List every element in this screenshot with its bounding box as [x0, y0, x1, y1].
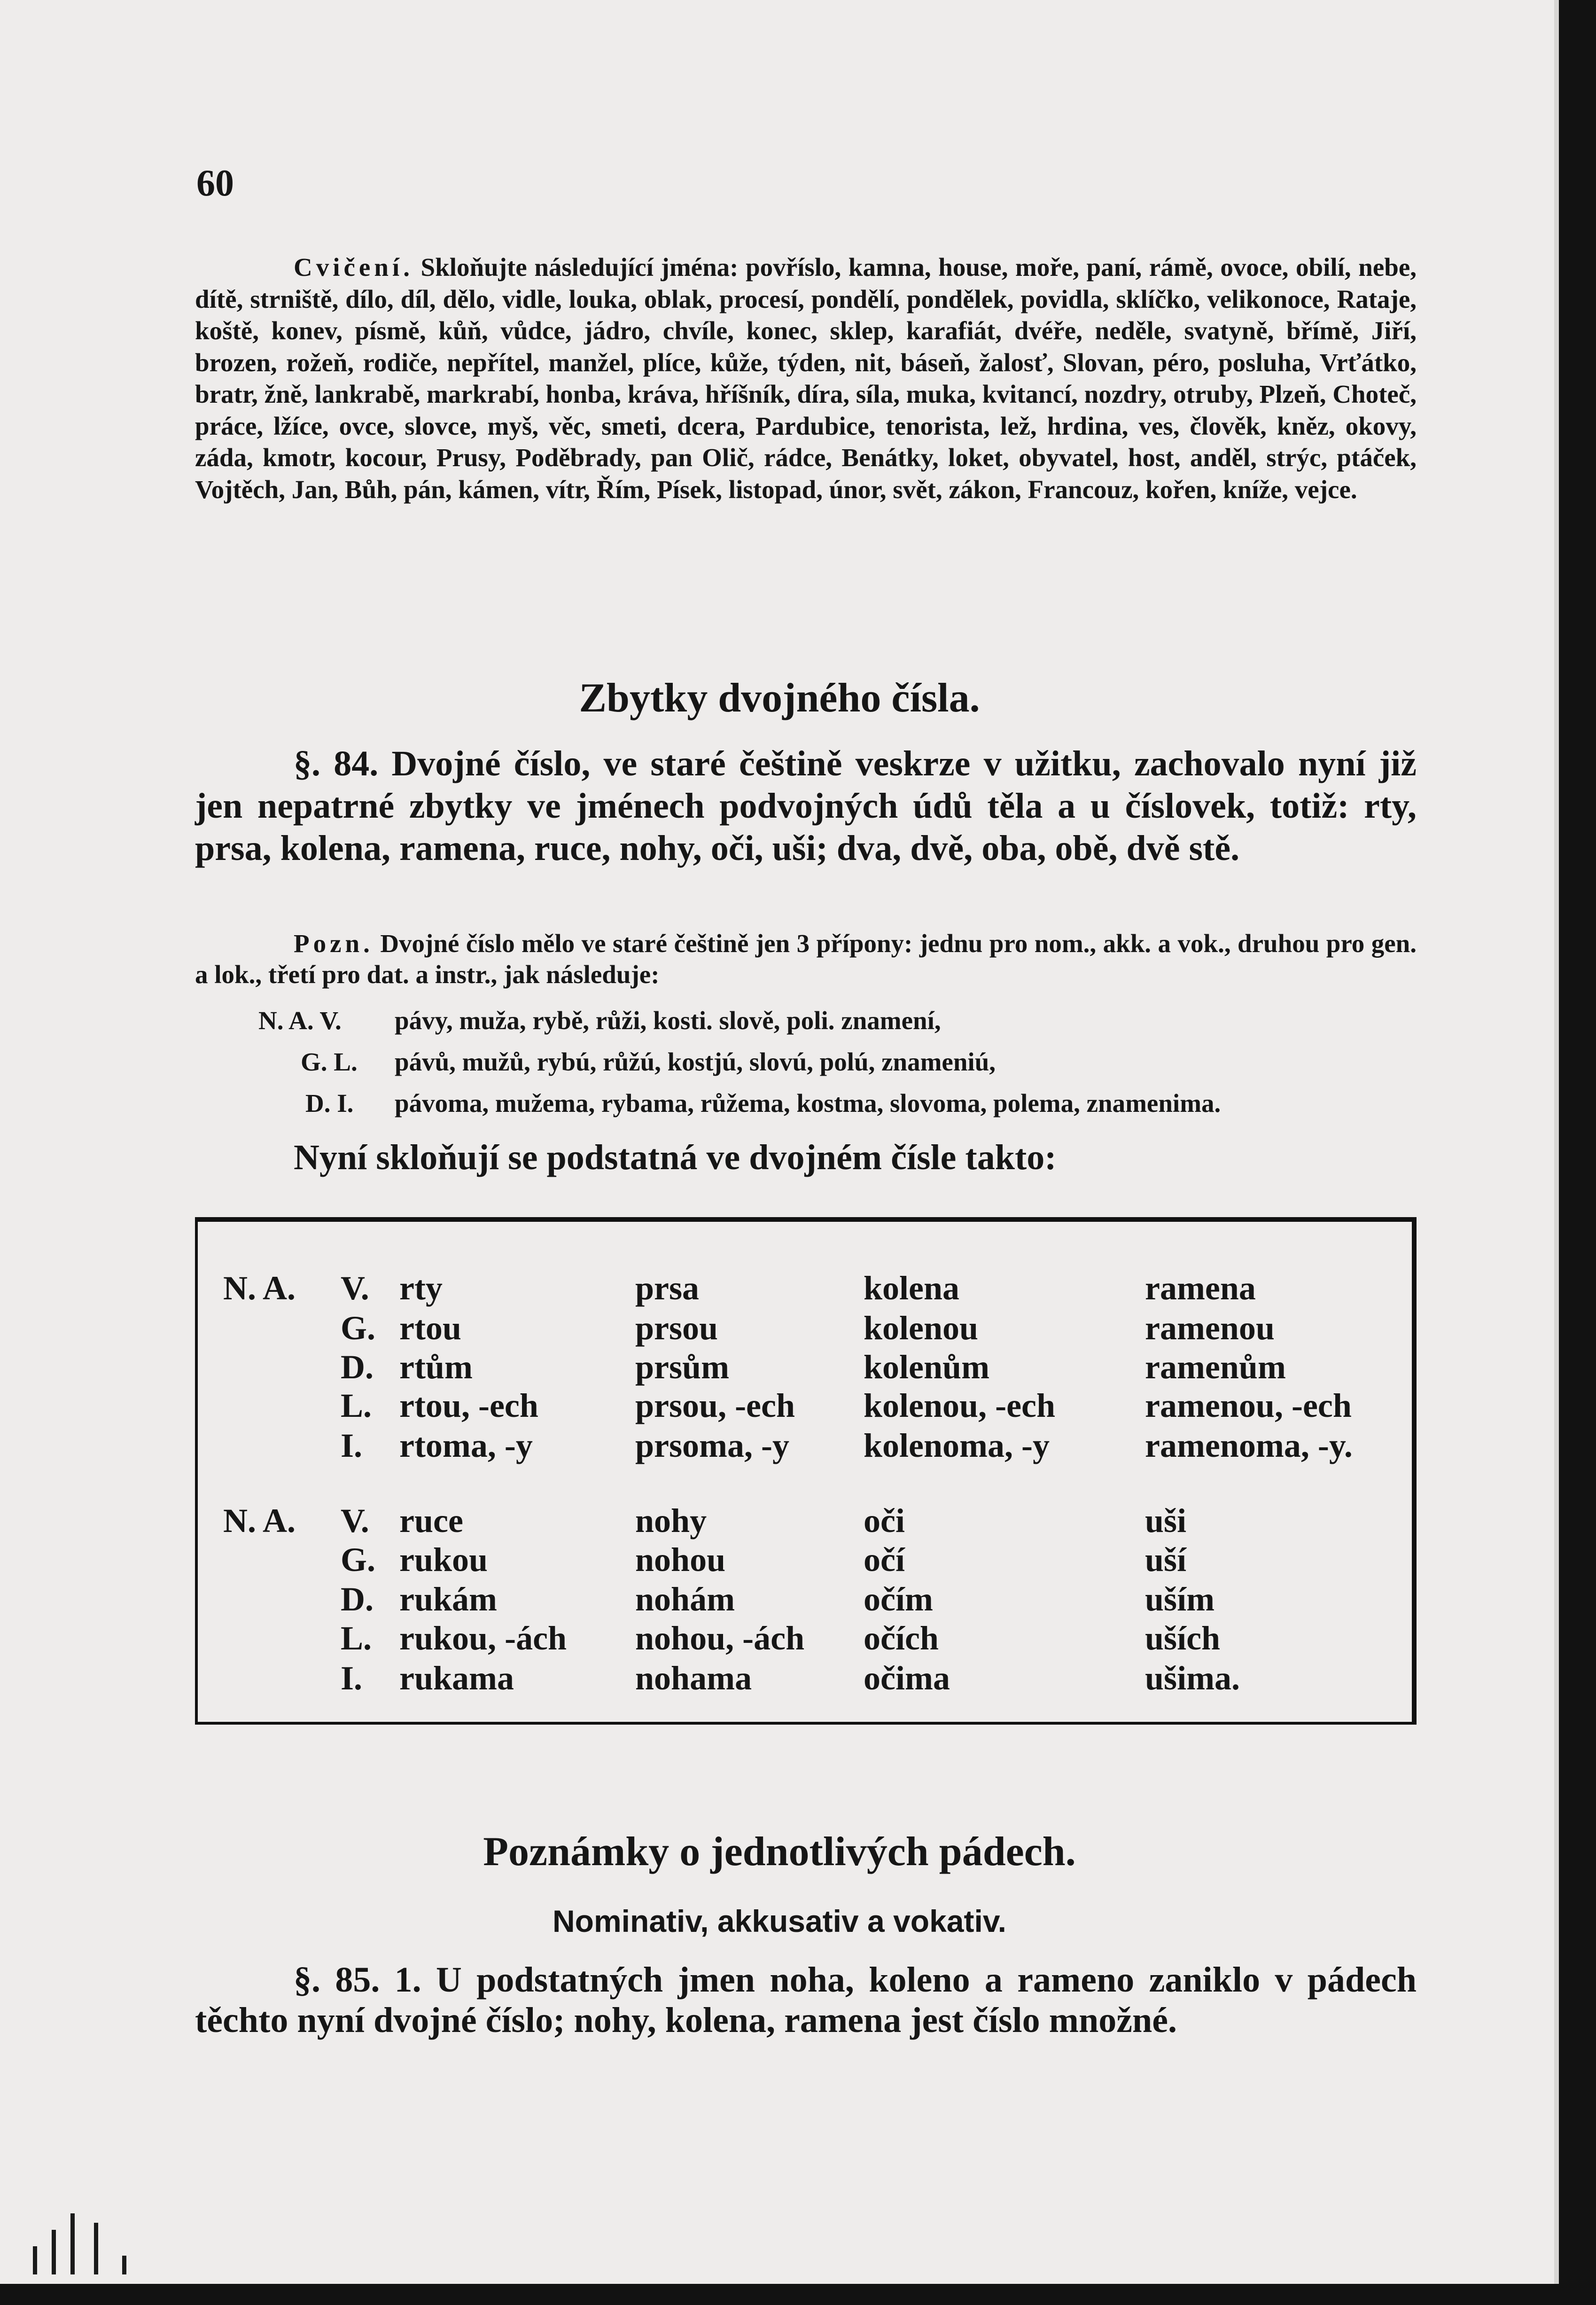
- table-case: G.: [341, 1309, 376, 1347]
- table-cell: nohám: [635, 1580, 735, 1618]
- paragraph-84: §. 84. Dvojné číslo, ve staré češtině veskrze v užitku, zachovalo nyní již jen nepatrné zbytky ve jménech podvojných údů těla a u číslovek, totiž: rty, prsa, kolena, ramena, ruce, nohy, oči, uši; dva, dvě, oba, obě, dvě stě.: [195, 744, 1417, 868]
- table-intro: Nyní skloňují se podstatná ve dvojném čísle takto:: [294, 1138, 1057, 1177]
- dual-forms-text: pávoma, mužema, rybama, růžema, kostma, slovoma, polema, znamenima.: [395, 1089, 1221, 1117]
- table-cell: očima: [864, 1659, 950, 1697]
- binding-marks: [23, 2209, 164, 2274]
- dual-forms-label: G. L.: [301, 1047, 358, 1076]
- table-cell: rukou: [399, 1541, 488, 1578]
- table-case: V.: [341, 1269, 369, 1307]
- table-cell: rukama: [399, 1659, 514, 1697]
- table-cell: prsou: [635, 1309, 718, 1347]
- table-case: L.: [341, 1619, 372, 1657]
- table-cell: rukou, -ách: [399, 1619, 567, 1657]
- table-prefix: N. A.: [223, 1502, 296, 1539]
- table-cell: ramenům: [1145, 1348, 1286, 1386]
- dual-forms-label: D. I.: [305, 1089, 354, 1117]
- table-case: D.: [341, 1580, 374, 1618]
- table-cell: prsoma, -y: [635, 1427, 789, 1464]
- table-case: I.: [341, 1427, 363, 1464]
- table-cell: kolenou, -ech: [864, 1387, 1056, 1424]
- note-lead: Pozn.: [294, 929, 374, 958]
- table-cell: ramenoma, -y.: [1145, 1427, 1353, 1464]
- section-heading-dual: Zbytky dvojného čísla.: [579, 675, 980, 721]
- section-heading-cases: Poznámky o jednotlivých pádech.: [483, 1829, 1076, 1875]
- table-case: L.: [341, 1387, 372, 1424]
- table-cell: uších: [1145, 1619, 1221, 1657]
- table-cell: kolena: [864, 1269, 960, 1307]
- table-case: V.: [341, 1502, 369, 1539]
- table-cell: rty: [399, 1269, 443, 1307]
- table-cell: rtou, -ech: [399, 1387, 538, 1424]
- exercise-paragraph: [195, 251, 1417, 505]
- table-case: I.: [341, 1659, 363, 1697]
- table-cell: uším: [1145, 1580, 1215, 1618]
- table-cell: kolenoma, -y: [864, 1427, 1050, 1464]
- table-cell: nohy: [635, 1502, 707, 1539]
- dual-forms-text: pávy, muža, rybě, růži, kosti. slově, poli. znamení,: [395, 1006, 941, 1035]
- table-cell: ruce: [399, 1502, 463, 1539]
- table-cell: prsům: [635, 1348, 730, 1386]
- table-cell: prsa: [635, 1269, 700, 1307]
- table-prefix: N. A.: [223, 1269, 296, 1307]
- table-cell: kolenou: [864, 1309, 979, 1347]
- table-cell: ušima.: [1145, 1659, 1240, 1697]
- note-text: Dvojné číslo mělo ve staré češtině jen 3 přípony: jednu pro nom., akk. a vok., druhou pro gen. a lok., třetí pro dat. a instr., jak následuje:: [195, 929, 1417, 989]
- table-cell: nohou: [635, 1541, 726, 1578]
- table-cell: kolenům: [864, 1348, 990, 1386]
- table-cell: rtoma, -y: [399, 1427, 533, 1464]
- table-cell: očím: [864, 1580, 933, 1618]
- dual-forms-label: N. A. V.: [258, 1006, 342, 1035]
- page-number: 60: [196, 163, 234, 204]
- table-cell: ramena: [1145, 1269, 1256, 1307]
- table-cell: nohama: [635, 1659, 752, 1697]
- table-cell: prsou, -ech: [635, 1387, 795, 1424]
- table-cell: ramenou, -ech: [1145, 1387, 1352, 1424]
- dual-forms-text: pávů, mužů, rybú, růžú, kostjú, slovú, polú, znameniú,: [395, 1047, 996, 1076]
- note-paragraph: [195, 928, 1417, 990]
- table-cell: uši: [1145, 1502, 1187, 1539]
- exercise-lead: Cvičení.: [294, 253, 413, 281]
- table-cell: očí: [864, 1541, 905, 1578]
- table-cell: očích: [864, 1619, 939, 1657]
- paragraph-85: §. 85. 1. U podstatných jmen noha, koleno a rameno zaniklo v pádech těchto nyní dvojné číslo; nohy, kolena, ramena jest číslo množné.: [195, 1960, 1417, 2040]
- table-case: G.: [341, 1541, 376, 1578]
- table-cell: ramenou: [1145, 1309, 1275, 1347]
- subheading-nominative: Nominativ, akkusativ a vokativ.: [553, 1904, 1006, 1938]
- table-cell: rtům: [399, 1348, 473, 1386]
- table-cell: uší: [1145, 1541, 1187, 1578]
- table-case: D.: [341, 1348, 374, 1386]
- table-cell: oči: [864, 1502, 905, 1539]
- table-cell: rukám: [399, 1580, 498, 1618]
- table-cell: nohou, -ách: [635, 1619, 805, 1657]
- table-cell: rtou: [399, 1309, 461, 1347]
- exercise-text: Skloňujte následující jména: povříslo, kamna, house, moře, paní, rámě, ovoce, obilí, nebe, dítě, strniště, dílo, díl, dělo, vidle, louka, oblak, procesí, pondělí, pondělek, povidla, sklíčko, velikonoce, Rataje, koště, konev, písmě, kůň, vůdce, jádro, chvíle, konec, sklep, karafiát, dvéře, neděle, svatyně, břímě, Jiří, brozen, rožeň, rodiče, nepřítel, manžel, plíce, kůže, týden, nit, báseň, žalosť, Slovan, péro, posluha, Vrťátko, bratr, žně, lankrabě, markrabí, honba, kráva, hříšník, díra, síla, muka, kvitancí, nozdry, otruby, Plzeň, Choteč, práce, lžíce, ovce, slovce, myš, věc, smeti, dcera, Pardubice, tenorista, lež, hrdina, ves, člověk, kněz, okovy, záda, kmotr, kocour, Prusy, Poděbrady, pan Olič, rádce, Benátky, loket, obyvatel, host, anděl, strýc, ptáček, Vojtěch, Jan, Bůh, pán, kámen, vítr, Řím, Písek, listopad, únor, svět, zákon, Francouz, kořen, kníže, vejce.: [195, 253, 1417, 504]
